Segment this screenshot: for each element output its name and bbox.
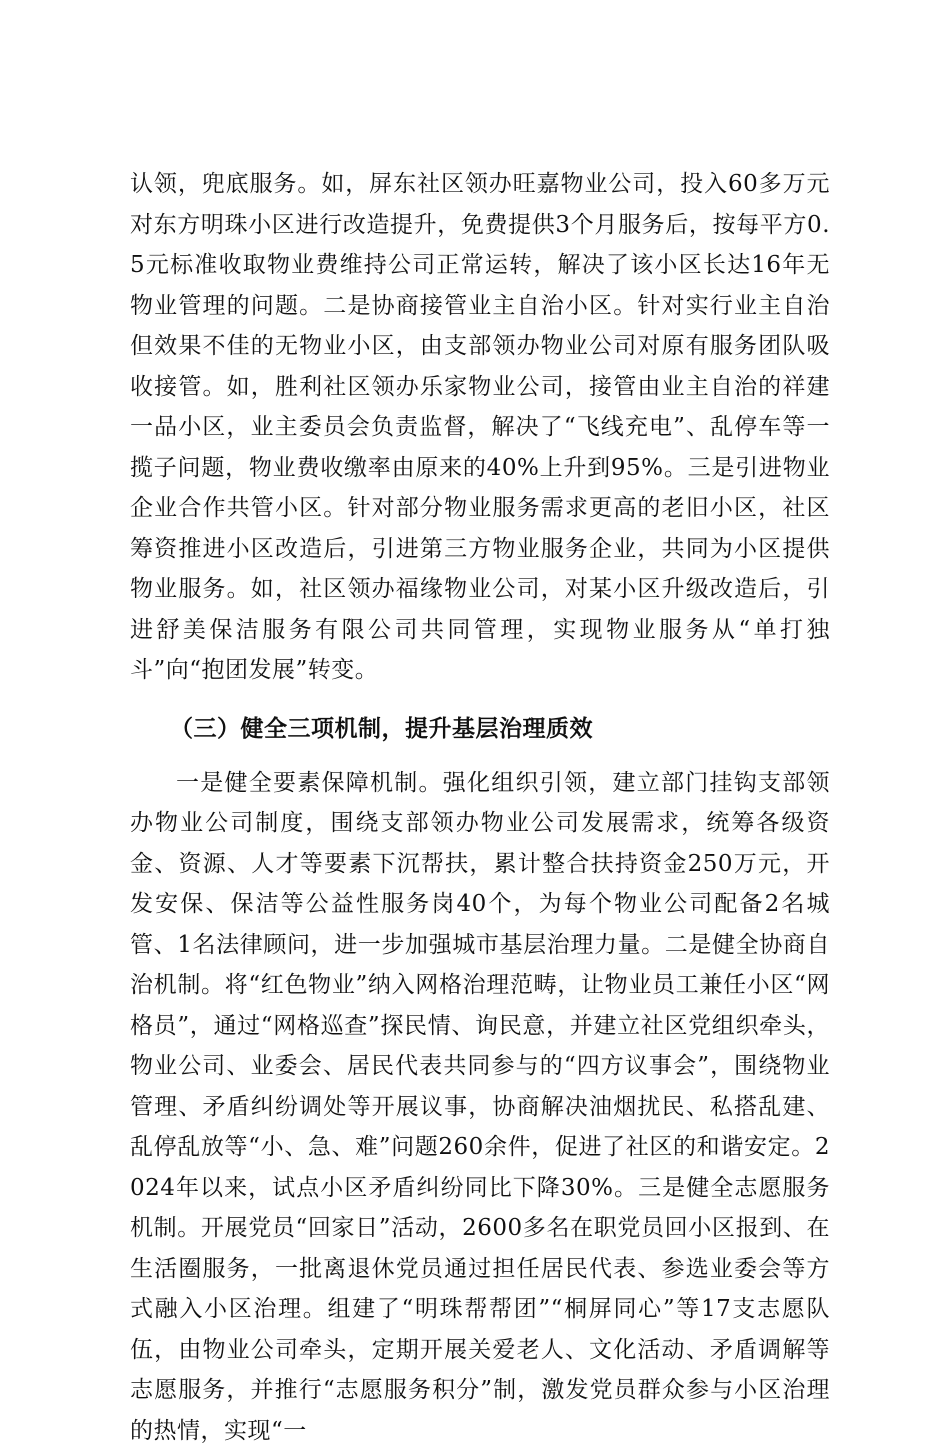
section-heading: （三）健全三项机制，提升基层治理质效 — [130, 703, 830, 755]
document-body — [130, 164, 830, 1451]
body-paragraph-continued: 认领，兜底服务。如，屏东社区领办旺嘉物业公司，投入60多万元对东方明珠小区进行改造提升，免费提供3个月服务后，按每平方0.5元标准收取物业费维持公司正常运转，解决了该小区长达16年无物业管理的问题。二是协商接管业主自治小区。针对实行业主自治但效果不佳的无物业小区，由支部领办物业公司对原有服务团队吸收接管。如，胜利社区领办乐家物业公司，接管由业主自治的祥建一品小区，业主委员会负责监督，解决了“飞线充电”、乱停车等一揽子问题，物业费收缴率由原来的40%上升到95%。三是引进物业企业合作共管小区。针对部分物业服务需求更高的老旧小区，社区筹资推进小区改造后，引进第三方物业服务企业，共同为小区提供物业服务。如，社区领办福缘物业公司，对某小区升级改造后，引进舒美保洁服务有限公司共同管理，实现物业服务从“单打独斗”向“抱团发展”转变。 — [130, 164, 830, 691]
body-paragraph: 一是健全要素保障机制。强化组织引领，建立部门挂钩支部领办物业公司制度，围绕支部领办物业公司发展需求，统筹各级资金、资源、人才等要素下沉帮扶，累计整合扶持资金250万元，开发安保、保洁等公益性服务岗40个，为每个物业公司配备2名城管、1名法律顾问，进一步加强城市基层治理力量。二是健全协商自治机制。将“红色物业”纳入网格治理范畴，让物业员工兼任小区“网格员”，通过“网格巡查”探民情、询民意，并建立社区党组织牵头，物业公司、业委会、居民代表共同参与的“四方议事会”，围绕物业管理、矛盾纠纷调处等开展议事，协商解决油烟扰民、私搭乱建、乱停乱放等“小、急、难”问题260余件，促进了社区的和谐安定。2024年以来，试点小区矛盾纠纷同比下降30%。三是健全志愿服务机制。开展党员“回家日”活动，2600多名在职党员回小区报到、在生活圈服务，一批离退休党员通过担任居民代表、参选业委会等方式融入小区治理。组建了“明珠帮帮团”“桐屏同心”等17支志愿队伍，由物业公司牵头，定期开展关爱老人、文化活动、矛盾调解等志愿服务，并推行“志愿服务积分”制，激发党员群众参与小区治理的热情，实现“一 — [130, 763, 830, 1451]
